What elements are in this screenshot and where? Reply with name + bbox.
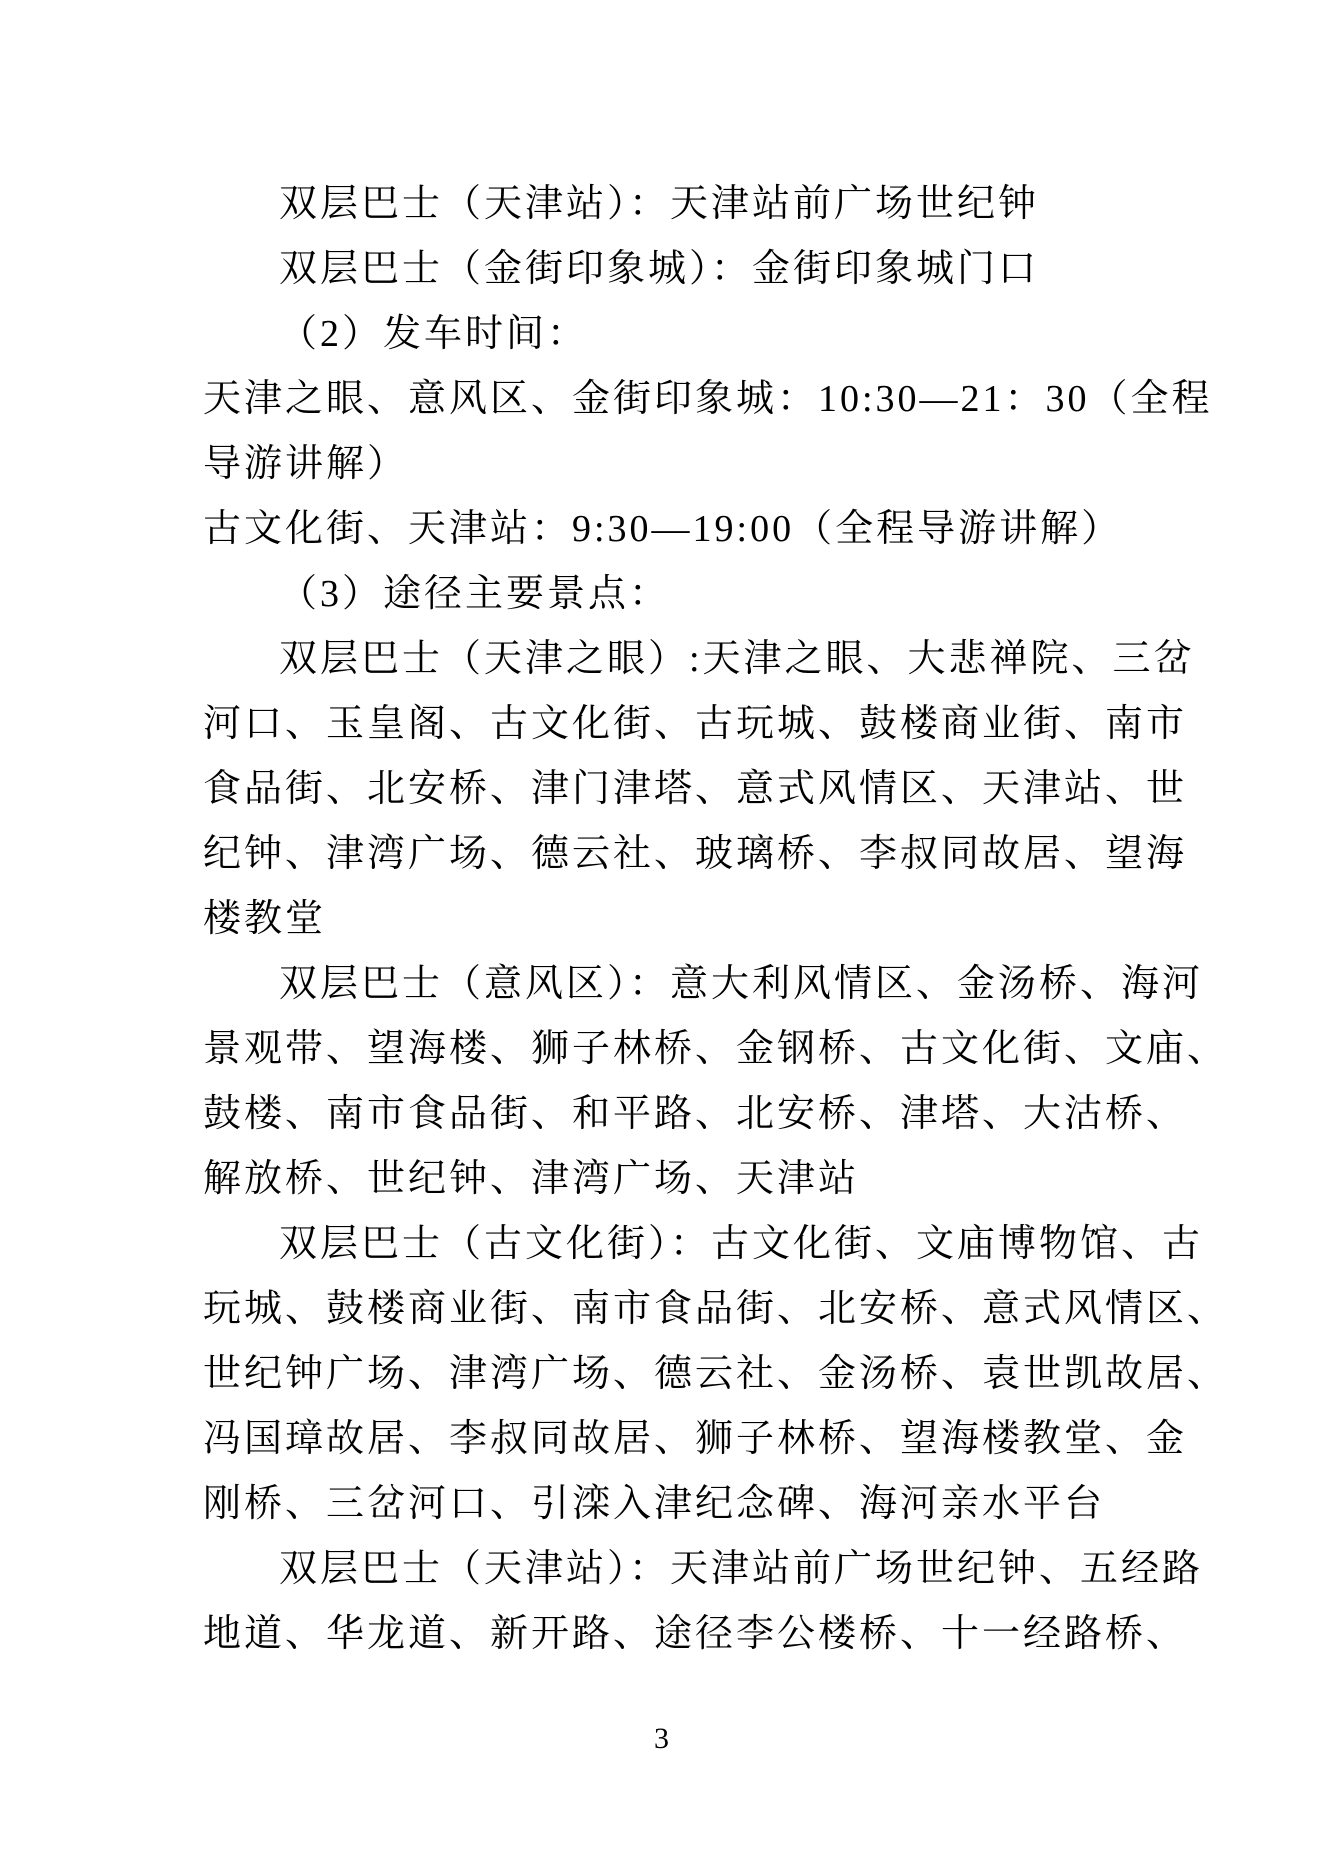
text-line [203,1407,1188,1472]
text-line [203,887,1123,952]
text-line-content: 食品街、北安桥、津门津塔、意式风情区、天津站、世 [203,768,1188,810]
text-line [203,432,1123,497]
text-line [203,172,1123,237]
text-line-content: 导游讲解） [203,443,409,485]
text-line-content: 双层巴士（天津站）：天津站前广场世纪钟、五经路 [279,1548,1204,1590]
text-line [203,952,1204,1017]
text-line-content: 玩城、鼓楼商业街、南市食品街、北安桥、意式风情区、 [203,1288,1229,1330]
text-line-content: 地道、华龙道、新开路、途径李公楼桥、十一经路桥、 [203,1613,1188,1655]
text-line-content: 世纪钟广场、津湾广场、德云社、金汤桥、袁世凯故居、 [203,1353,1229,1395]
text-line-content: 景观带、望海楼、狮子林桥、金钢桥、古文化街、文庙、 [203,1028,1229,1070]
text-line [203,1277,1229,1342]
text-line [203,1472,1123,1537]
text-line-content: 双层巴士（天津站）：天津站前广场世纪钟 [279,183,1040,225]
text-line [203,1342,1229,1407]
text-line [203,1537,1204,1602]
text-line [203,497,1123,562]
text-line-content: 双层巴士（金街印象城）：金街印象城门口 [279,248,1040,290]
text-line-content: （2）发车时间： [279,313,589,355]
text-line-content: 纪钟、津湾广场、德云社、玻璃桥、李叔同故居、望海 [203,833,1188,875]
text-line-content: 双层巴士（意风区）：意大利风情区、金汤桥、海河 [279,963,1204,1005]
text-line-content: 双层巴士（天津之眼）:天津之眼、大悲禅院、三岔 [279,638,1195,680]
text-line [203,692,1188,757]
text-line-content: 解放桥、世纪钟、津湾广场、天津站 [203,1158,860,1200]
text-line-content: 天津之眼、意风区、金街印象城：10:30—21：30（全程 [203,378,1213,420]
page-number: 3 [654,1722,669,1755]
text-line-content: 河口、玉皇阁、古文化街、古玩城、鼓楼商业街、南市 [203,703,1188,745]
text-line-content: 双层巴士（古文化街）：古文化街、文庙博物馆、古 [279,1223,1204,1265]
text-line-content: 古文化街、天津站：9:30—19:00（全程导游讲解） [203,508,1123,550]
document-body-text [203,172,1229,1667]
text-line [203,1082,1188,1147]
text-line [203,302,1123,367]
text-line-content: 鼓楼、南市食品街、和平路、北安桥、津塔、大沽桥、 [203,1093,1188,1135]
text-line-content: 刚桥、三岔河口、引滦入津纪念碑、海河亲水平台 [203,1483,1106,1525]
text-line [203,237,1123,302]
text-line [203,627,1195,692]
text-line-content: 楼教堂 [203,898,327,940]
text-line [203,562,1123,627]
text-line [203,1017,1229,1082]
text-line [203,367,1213,432]
text-line [203,1602,1188,1667]
text-line [203,1212,1204,1277]
text-line-content: （3）途径主要景点： [279,573,671,615]
text-line-content: 冯国璋故居、李叔同故居、狮子林桥、望海楼教堂、金 [203,1418,1188,1460]
text-line [203,822,1188,887]
text-line [203,1147,1123,1212]
text-line [203,757,1188,822]
